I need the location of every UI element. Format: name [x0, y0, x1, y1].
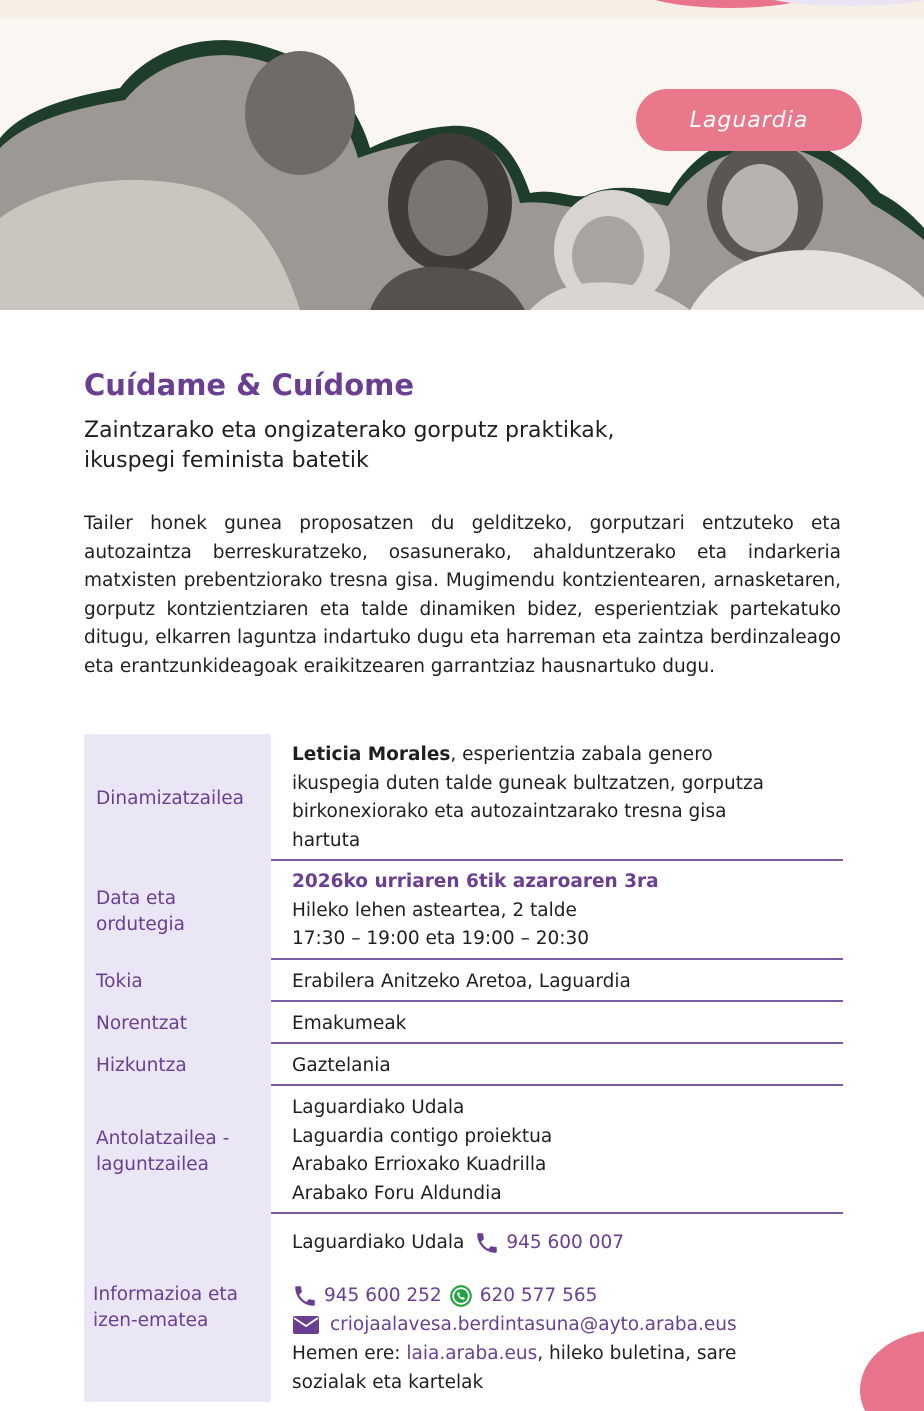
schedule-line-2: 17:30 – 19:00 eta 19:00 – 20:30 [292, 928, 590, 949]
value-hizkuntza: Gaztelania [292, 1055, 391, 1076]
label-antolatzailea [96, 1126, 266, 1178]
label-informazioa-line-2: izen-ematea [93, 1310, 209, 1331]
contact-org: Laguardiako Udala [292, 1232, 465, 1253]
also-line-2: sozialak eta kartelak [292, 1371, 484, 1393]
facilitator-desc-2: ikuspegia duten talde guneak bultzatzen, gorputza [292, 772, 765, 794]
label-informazioa-line-1: Informazioa eta [93, 1284, 239, 1305]
subtitle-line-2: ikuspegi feminista batetik [84, 448, 369, 473]
divider [271, 958, 843, 960]
contact-also [292, 1340, 832, 1397]
also-rest: , hileko buletina, sare [537, 1343, 737, 1364]
laia-link[interactable]: laia.araba.eus [406, 1343, 538, 1364]
value-antolatzailea [292, 1094, 832, 1208]
label-norentzat: Norentzat [96, 1013, 188, 1034]
divider [271, 1042, 843, 1044]
label-hizkuntza: Hizkuntza [96, 1055, 187, 1076]
divider [271, 1000, 843, 1002]
schedule-line-1: Hileko lehen asteartea, 2 talde [292, 899, 577, 921]
divider [271, 859, 843, 861]
bottom-decoration [860, 1330, 924, 1411]
divider [271, 1084, 843, 1086]
whatsapp-icon [448, 1283, 474, 1309]
mail-icon [292, 1312, 320, 1338]
organizer-item: Laguardiako Udala [292, 1097, 465, 1118]
label-tokia: Tokia [96, 971, 143, 992]
label-data [96, 886, 266, 938]
value-data [292, 868, 832, 954]
facilitator-desc-1: , esperientzia zabala genero [450, 744, 713, 765]
also-prefix: Hemen ere: [292, 1343, 407, 1364]
facilitator-desc-3: birkonexiorako eta autozaintzarako tresna gisa [292, 801, 727, 822]
value-norentzat: Emakumeak [292, 1013, 407, 1034]
value-tokia: Erabilera Anitzeko Aretoa, Laguardia [292, 971, 631, 992]
page-subtitle [84, 416, 804, 476]
phone-link-2[interactable]: 945 600 252 [324, 1285, 442, 1306]
organizer-item: Laguardia contigo proiektua [292, 1125, 553, 1147]
contact-org-row [292, 1229, 832, 1258]
label-data-line-1: Data eta [96, 888, 177, 909]
contact-phones-row [292, 1282, 832, 1311]
facilitator-desc-4: hartuta [292, 829, 361, 851]
facilitator-name: Leticia Morales [292, 744, 451, 765]
label-data-line-2: ordutegia [96, 914, 185, 935]
organizer-item: Arabako Foru Aldundia [292, 1182, 502, 1204]
contact-email-row [292, 1311, 832, 1340]
label-informazioa [93, 1282, 263, 1334]
intro-paragraph: Tailer honek gunea proposatzen du gelditzeko, gorputzari entzuteko eta autozaintza berreskuratzeko, osasunerako, ahalduntzerako eta indarkeria matxisten prebentziorako tresna gisa. Mugimendu kontzientearen, arnasketaren, gorputz kontzientziaren eta talde dinamiken bidez, esperientziak partekatuko ditugu, elkarren laguntza indartuko dugu eta harreman eta zaintza berdinzaleago eta erantzunkideagoak eraikitzearen garrantziaz hausnartuko dugu. [84, 513, 841, 677]
page-title: Cuídame & Cuídome [84, 368, 415, 402]
label-antolatzailea-line-1: Antolatzailea - [96, 1128, 230, 1149]
divider [271, 1212, 843, 1214]
hero-photo [0, 18, 924, 310]
phone-icon [292, 1283, 318, 1309]
date-range: 2026ko urriaren 6tik azaroaren 3ra [292, 871, 659, 892]
location-badge: Laguardia [636, 89, 862, 151]
email-link[interactable]: criojaalavesa.berdintasuna@ayto.araba.eus [330, 1314, 737, 1335]
label-antolatzailea-line-2: laguntzailea [96, 1154, 209, 1175]
whatsapp-link[interactable]: 620 577 565 [479, 1285, 598, 1306]
phone-icon [474, 1230, 500, 1256]
subtitle-line-1: Zaintzarako eta ongizaterako gorputz praktikak, [84, 418, 615, 443]
value-dinamizatzailea [292, 741, 832, 855]
organizer-item: Arabako Errioxako Kuadrilla [292, 1154, 547, 1175]
label-dinamizatzailea: Dinamizatzailea [96, 788, 244, 809]
phone-link-1[interactable]: 945 600 007 [506, 1232, 625, 1253]
hero-illustration [0, 18, 924, 310]
